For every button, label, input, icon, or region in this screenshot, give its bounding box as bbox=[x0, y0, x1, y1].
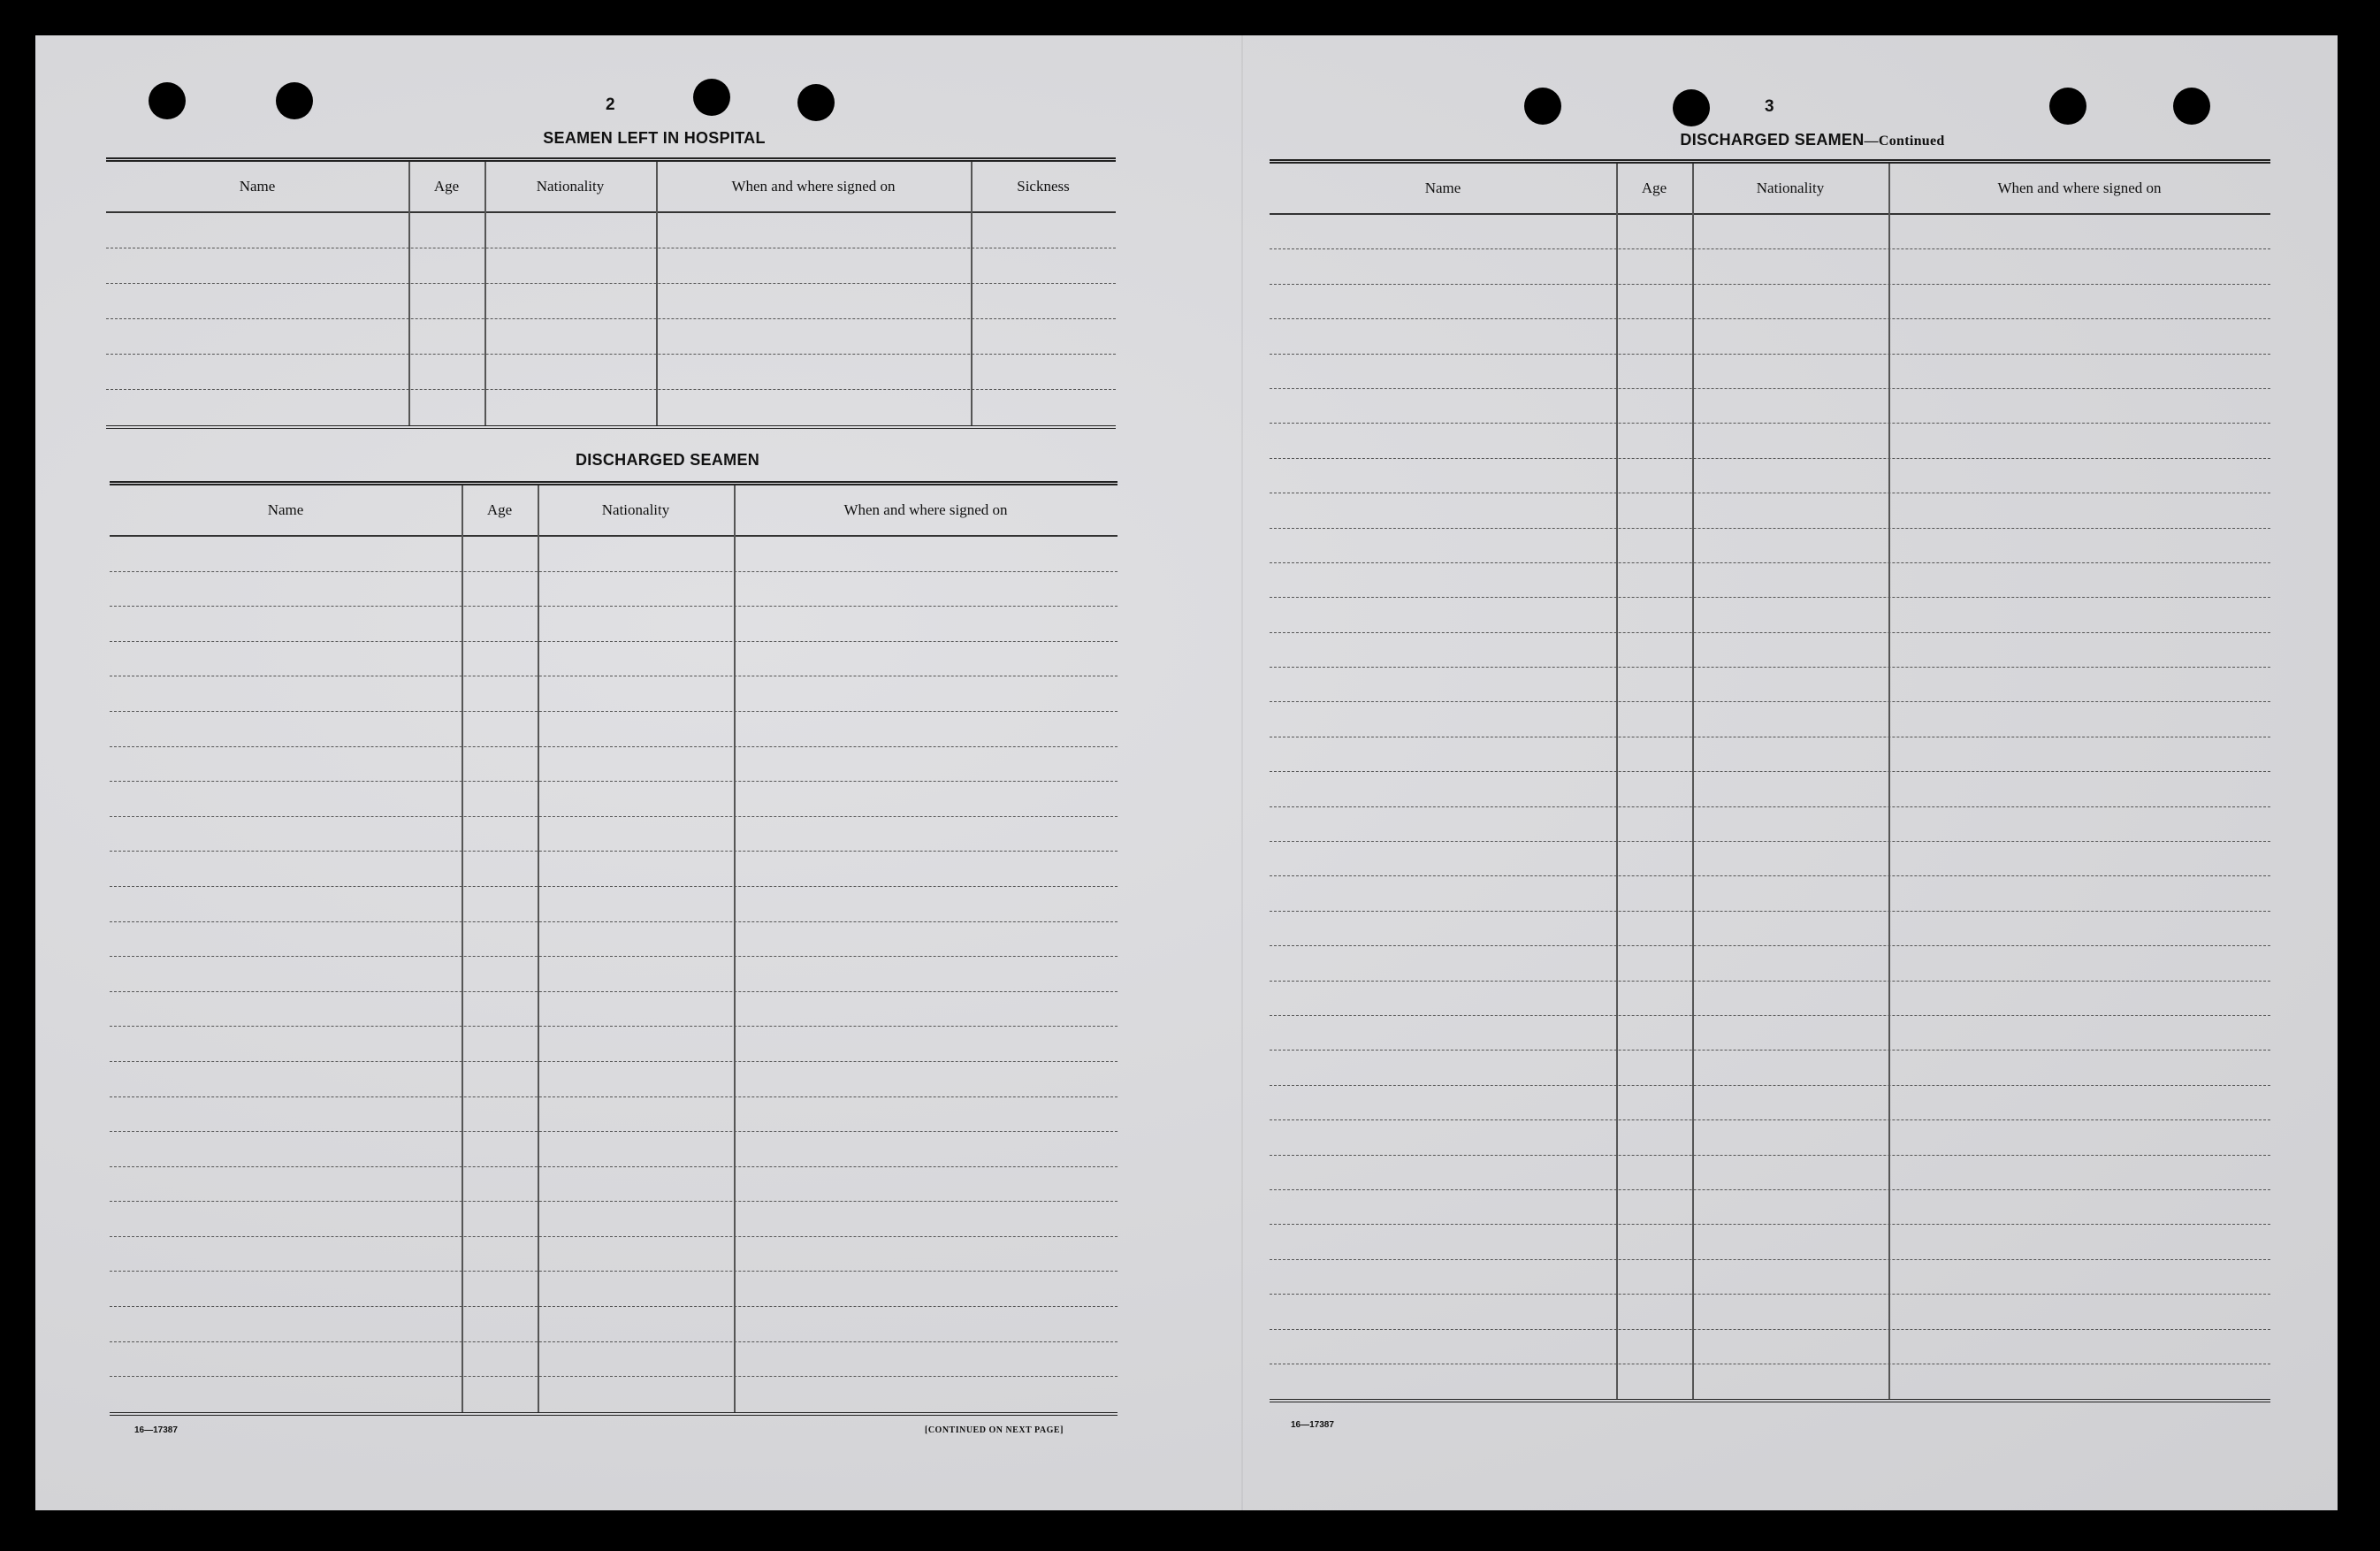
punch-hole bbox=[2049, 88, 2086, 125]
table-row bbox=[110, 1377, 1118, 1412]
table-row bbox=[106, 248, 1116, 284]
column-header-when-where: When and where signed on bbox=[843, 501, 1008, 518]
column-divider bbox=[484, 162, 486, 425]
table-row bbox=[110, 537, 1118, 572]
column-divider bbox=[538, 485, 539, 1412]
table-row bbox=[1270, 1086, 2270, 1120]
table-row bbox=[1270, 1295, 2270, 1329]
column-header-when-where: When and where signed on bbox=[1997, 180, 2162, 196]
column-header-nationality: Nationality bbox=[601, 501, 670, 518]
discharged-continued-title-suffix: —Continued bbox=[1864, 134, 1945, 149]
column-header-age: Age bbox=[486, 501, 513, 518]
table-row bbox=[110, 607, 1118, 642]
table-row bbox=[110, 887, 1118, 922]
discharged-section-title: DISCHARGED SEAMEN bbox=[575, 451, 760, 469]
column-divider bbox=[462, 485, 463, 1412]
table-row bbox=[1270, 459, 2270, 493]
discharged-table-body bbox=[110, 537, 1118, 1412]
column-divider bbox=[1692, 164, 1694, 1399]
column-header-sickness: Sickness bbox=[1017, 178, 1070, 195]
table-row bbox=[1270, 355, 2270, 389]
discharged-continued-title bbox=[1308, 131, 2316, 149]
table-row bbox=[106, 319, 1116, 355]
column-divider bbox=[1888, 164, 1890, 1399]
table-row bbox=[1270, 633, 2270, 668]
continued-note: [CONTINUED ON NEXT PAGE] bbox=[925, 1425, 1064, 1435]
form-number-right: 16—17387 bbox=[1291, 1420, 1334, 1430]
punch-hole bbox=[276, 82, 313, 119]
discharged-continued-table-body bbox=[1270, 215, 2270, 1399]
table-row bbox=[1270, 319, 2270, 354]
table-row bbox=[110, 782, 1118, 817]
punch-hole bbox=[797, 84, 835, 121]
table-row bbox=[110, 712, 1118, 747]
discharged-table-header bbox=[110, 485, 1118, 537]
table-row bbox=[1270, 529, 2270, 563]
table-row bbox=[110, 992, 1118, 1028]
table-row bbox=[110, 642, 1118, 677]
column-header-name: Name bbox=[1424, 180, 1461, 196]
table-row bbox=[1270, 563, 2270, 598]
table-row bbox=[1270, 842, 2270, 876]
table-row bbox=[1270, 1051, 2270, 1085]
page-number-left: 2 bbox=[606, 96, 615, 114]
table-row bbox=[1270, 876, 2270, 911]
table-row bbox=[1270, 702, 2270, 737]
hospital-table-header bbox=[106, 162, 1116, 213]
column-header-name: Name bbox=[267, 501, 304, 518]
column-divider bbox=[408, 162, 410, 425]
page-number-right: 3 bbox=[1765, 97, 1774, 116]
table-row bbox=[1270, 1156, 2270, 1190]
table-row bbox=[106, 284, 1116, 319]
column-header-nationality: Nationality bbox=[536, 178, 605, 195]
column-divider bbox=[971, 162, 973, 425]
table-row bbox=[1270, 912, 2270, 946]
table-row bbox=[110, 957, 1118, 992]
form-number-left: 16—17387 bbox=[134, 1425, 178, 1435]
table-row bbox=[110, 676, 1118, 712]
table-row bbox=[1270, 772, 2270, 806]
discharged-continued-title-main: DISCHARGED SEAMEN bbox=[1680, 131, 1865, 149]
column-header-when-where: When and where signed on bbox=[731, 178, 896, 195]
table-row bbox=[110, 817, 1118, 852]
hospital-table-body bbox=[106, 213, 1116, 425]
table-row bbox=[110, 1097, 1118, 1133]
table-row bbox=[110, 1342, 1118, 1378]
column-header-age: Age bbox=[1641, 180, 1667, 196]
table-row bbox=[110, 1272, 1118, 1307]
punch-hole bbox=[1673, 89, 1710, 126]
table-row bbox=[1270, 285, 2270, 319]
table-row bbox=[110, 1167, 1118, 1203]
table-row bbox=[1270, 389, 2270, 424]
table-row bbox=[1270, 807, 2270, 842]
column-header-nationality: Nationality bbox=[1756, 180, 1825, 196]
table-row bbox=[110, 1062, 1118, 1097]
table-row bbox=[1270, 946, 2270, 981]
table-row bbox=[1270, 1190, 2270, 1225]
column-divider bbox=[1616, 164, 1618, 1399]
column-divider bbox=[734, 485, 736, 1412]
column-header-age: Age bbox=[433, 178, 460, 195]
table-row bbox=[1270, 668, 2270, 702]
table-row bbox=[110, 747, 1118, 783]
punch-hole bbox=[2173, 88, 2210, 125]
table-row bbox=[110, 1132, 1118, 1167]
table-row bbox=[110, 1307, 1118, 1342]
column-divider bbox=[656, 162, 658, 425]
punch-hole bbox=[1524, 88, 1561, 125]
table-row bbox=[110, 852, 1118, 887]
table-row bbox=[110, 922, 1118, 958]
hospital-section-title: SEAMEN LEFT IN HOSPITAL bbox=[543, 129, 766, 147]
table-row bbox=[106, 213, 1116, 248]
table-row bbox=[1270, 982, 2270, 1016]
punch-hole bbox=[693, 79, 730, 116]
table-row bbox=[1270, 598, 2270, 632]
table-row bbox=[1270, 249, 2270, 284]
table-row bbox=[1270, 1016, 2270, 1051]
table-row bbox=[1270, 1330, 2270, 1364]
table-row bbox=[106, 390, 1116, 425]
document-sheet bbox=[35, 35, 2338, 1510]
table-row bbox=[1270, 493, 2270, 528]
column-header-name: Name bbox=[239, 178, 276, 195]
table-row bbox=[1270, 215, 2270, 249]
table-row bbox=[106, 355, 1116, 390]
table-row bbox=[1270, 424, 2270, 458]
punch-hole bbox=[149, 82, 186, 119]
hospital-table bbox=[106, 157, 1116, 429]
table-row bbox=[1270, 1225, 2270, 1259]
page-fold bbox=[1241, 35, 1243, 1510]
table-row bbox=[1270, 1260, 2270, 1295]
table-row bbox=[110, 1027, 1118, 1062]
table-row bbox=[1270, 1364, 2270, 1399]
table-row bbox=[110, 572, 1118, 607]
discharged-table bbox=[110, 481, 1118, 1416]
table-row bbox=[110, 1237, 1118, 1272]
discharged-continued-table-header bbox=[1270, 164, 2270, 215]
discharged-continued-table bbox=[1270, 159, 2270, 1402]
table-row bbox=[110, 1202, 1118, 1237]
table-row bbox=[1270, 1120, 2270, 1155]
table-row bbox=[1270, 737, 2270, 772]
